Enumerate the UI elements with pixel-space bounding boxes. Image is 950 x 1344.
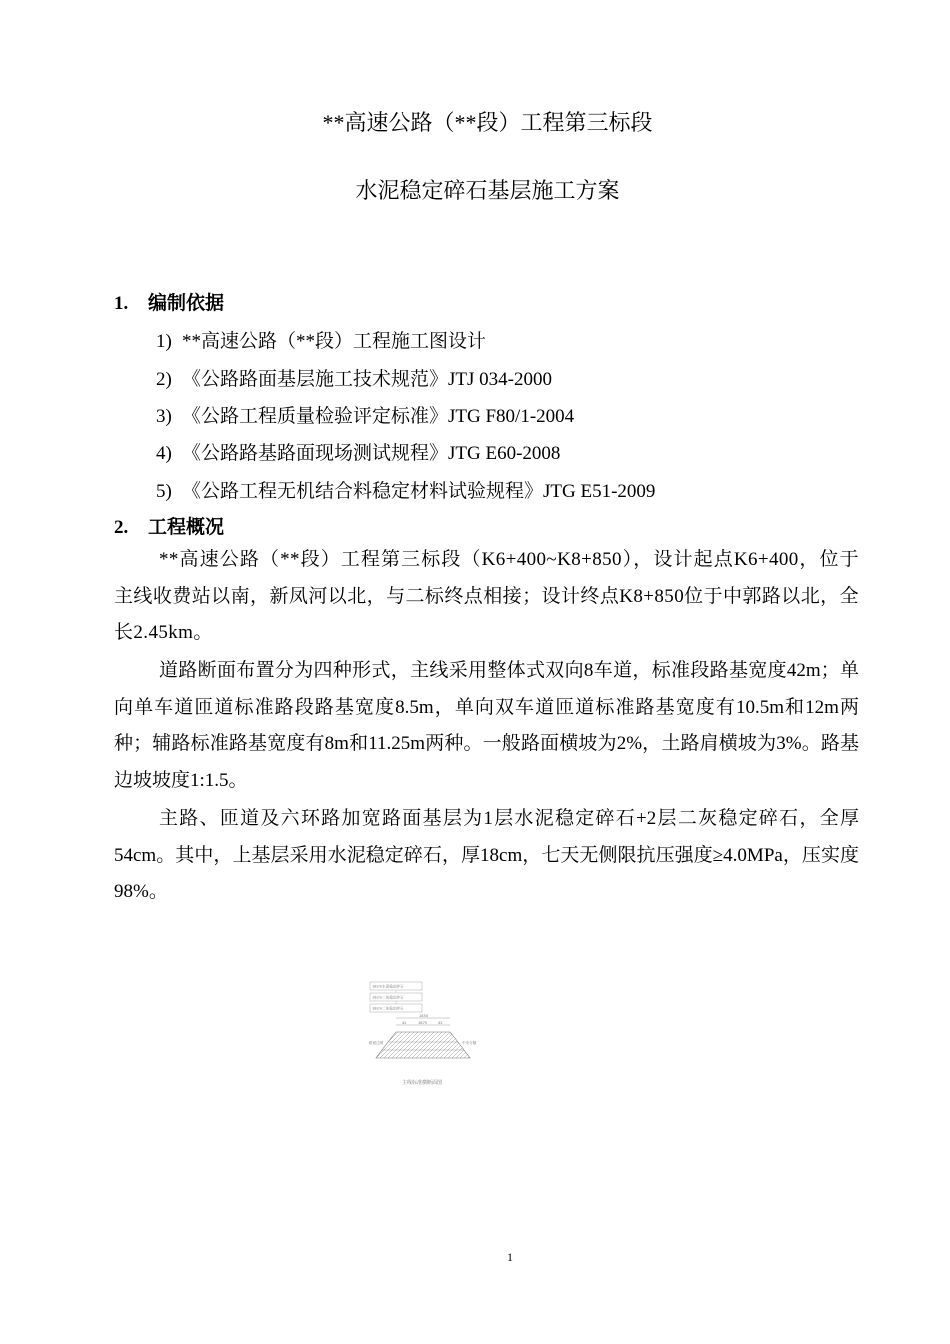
pavement-cross-section [376,1032,470,1058]
list-item [156,438,560,465]
section-title: 编制依据 [148,293,225,314]
document-title: **高速公路（**段）工程第三标段 [322,110,653,135]
right-label: 中央分隔 [462,1041,477,1045]
cross-section-figure [366,980,482,1090]
list-item-text: 《公路工程质量检验评定标准》JTG F80/1-2004 [182,406,575,427]
dimension-left: 42 [402,1021,407,1025]
dimension-right: 42 [438,1021,443,1025]
list-item-text: 《公路路基路面现场测试规程》JTG E60-2008 [182,443,561,464]
layer-label: 18cm二灰稳定碎石 [372,995,404,1000]
body-paragraph: 道路断面布置分为四种形式，主线采用整体式双向8车道，标准段路基宽度42m；单向单车道匝道标准路段路基宽度8.5m，单向双车道匝道标准路基宽度有10.5m和12m两种；辅路标准路基宽度有8m和11.25m两种。一般路面横坡为2%，土路肩横坡为3%。路基边坡坡度1:1.5。 [114,660,859,791]
section-heading-overview [114,512,224,539]
section-title: 工程概况 [148,517,225,538]
list-item [156,364,552,391]
page-number: 1 [507,1250,513,1264]
list-item-number: 1) [156,331,172,352]
document-subtitle: 水泥稳定碎石基层施工方案 [355,178,620,203]
list-item-number: 4) [156,443,172,464]
dimension-middle: 1875 [418,1021,428,1025]
section-number: 2. [114,517,129,538]
section-number: 1. [114,293,129,314]
list-item-text: 《公路路面基层施工技术规范》JTJ 034-2000 [182,369,552,390]
list-item-number: 3) [156,406,172,427]
list-item-text: **高速公路（**段）工程施工图设计 [182,331,487,352]
body-paragraph: **高速公路（**段）工程第三标段（K6+400~K8+850），设计起点K6+400，位于主线收费站以南，新凤河以北，与二标终点相接；设计终点K8+850位于中郭路以北，全长2.45km。 [114,549,859,643]
layer-label: 18cm二灰稳定碎石 [372,1006,404,1011]
list-item-number: 5) [156,481,172,502]
dimension-total: 1850 [419,1014,429,1018]
list-item-text: 《公路工程无机结合料稳定材料试验规程》JTG E51-2009 [182,481,656,502]
list-item [156,476,655,503]
section-heading-basis [114,288,224,315]
layer-label: 18cm水泥稳定碎石 [372,984,404,989]
body-paragraph: 主路、匝道及六环路加宽路面基层为1层水泥稳定碎石+2层二灰稳定碎石，全厚54cm。其中，上基层采用水泥稳定碎石，厚18cm，七天无侧限抗压强度≥4.0MPa，压实度98%。 [114,808,859,902]
left-label: 路面边坡 [369,1041,384,1045]
list-item [156,326,486,353]
list-item-number: 2) [156,369,172,390]
figure-caption: 主线标准横断面图 [402,1080,443,1086]
list-item [156,401,574,428]
